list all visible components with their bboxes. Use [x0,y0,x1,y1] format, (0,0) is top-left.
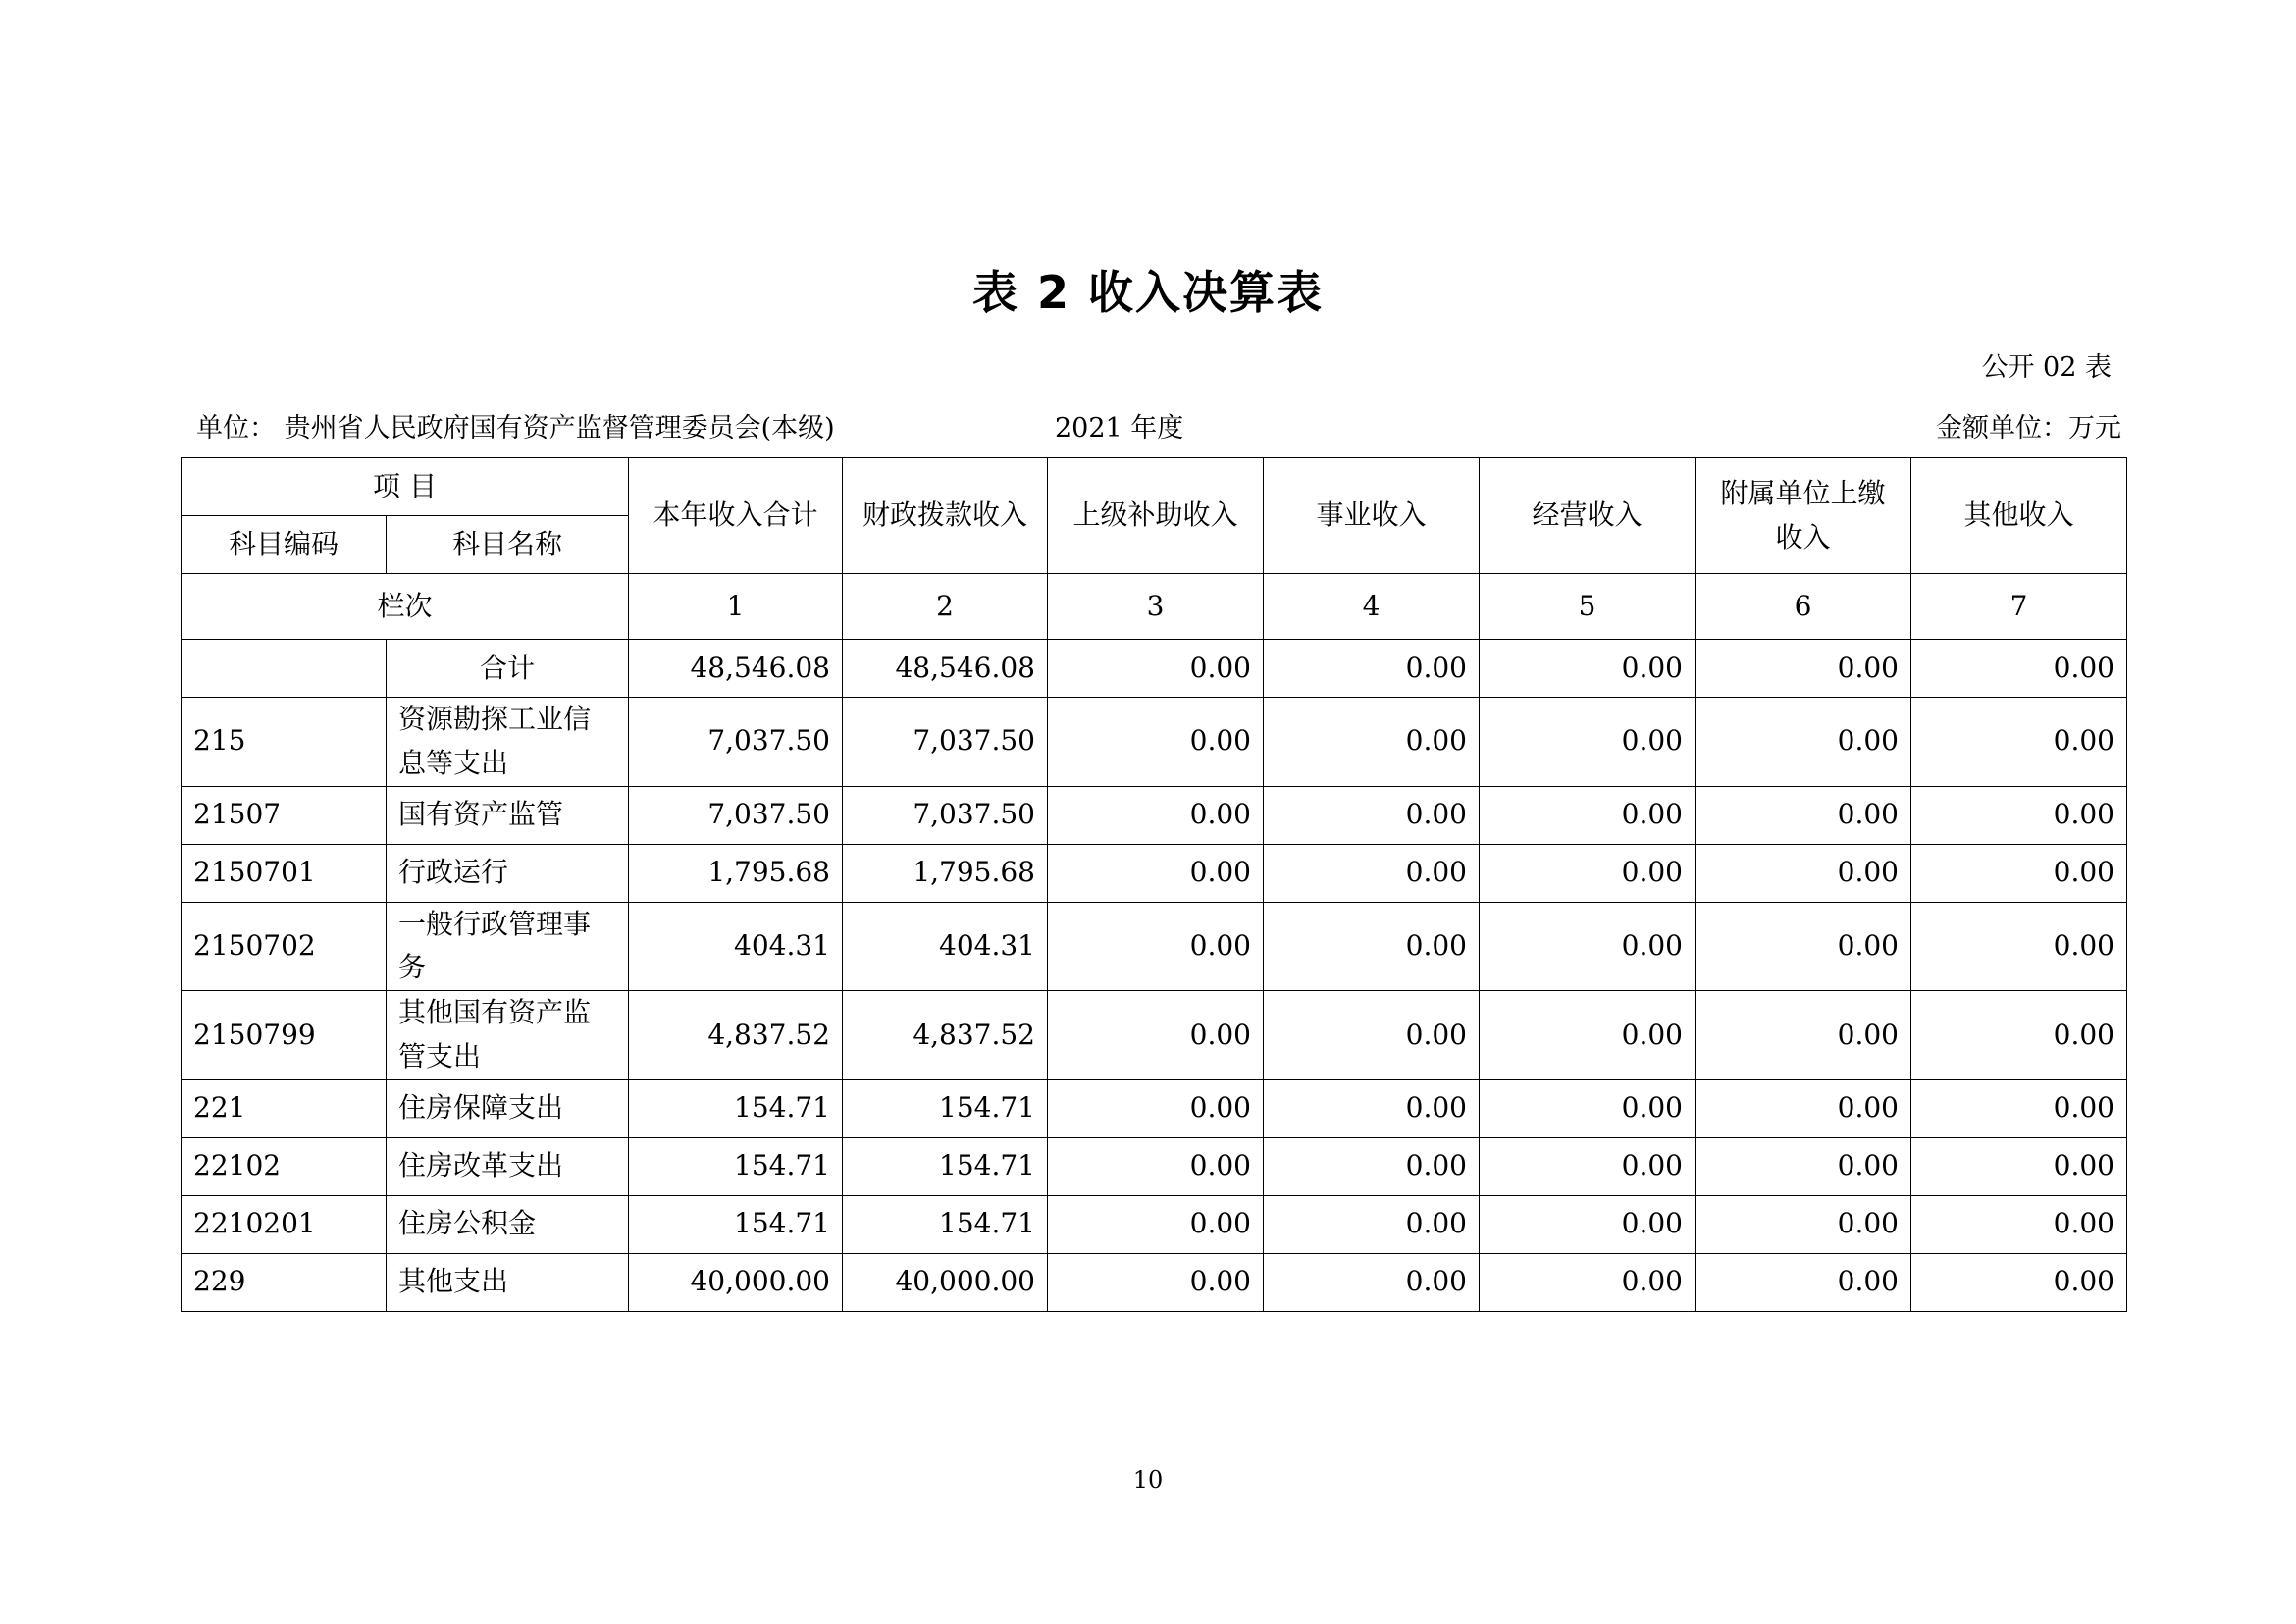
row-value: 0.00 [1911,640,2127,698]
row-value: 0.00 [1048,1253,1264,1311]
index-number: 3 [1048,574,1264,640]
row-value: 0.00 [1911,844,2127,902]
row-value: 154.71 [629,1079,843,1137]
row-name: 住房改革支出 [387,1137,629,1195]
page-number: 10 [1132,1466,1164,1493]
index-number: 6 [1696,574,1911,640]
header-code: 科目编码 [182,516,387,574]
row-value: 0.00 [1264,844,1480,902]
row-code: 21507 [182,786,387,844]
row-value: 0.00 [1480,844,1696,902]
table-row [182,1195,2127,1253]
row-value: 0.00 [1696,1253,1911,1311]
table-row [182,1079,2127,1137]
row-value: 404.31 [629,902,843,991]
row-value: 0.00 [1696,1195,1911,1253]
row-value: 4,837.52 [629,991,843,1080]
row-value: 0.00 [1911,991,2127,1080]
row-value: 1,795.68 [629,844,843,902]
row-value: 0.00 [1264,1253,1480,1311]
row-value: 48,546.08 [629,640,843,698]
row-value: 0.00 [1048,991,1264,1080]
row-value: 0.00 [1696,902,1911,991]
row-value: 0.00 [1911,1253,2127,1311]
row-name: 住房公积金 [387,1195,629,1253]
table-row [182,991,2127,1080]
row-code: 2150702 [182,902,387,991]
row-value: 7,037.50 [843,698,1048,787]
row-value: 40,000.00 [629,1253,843,1311]
index-number: 5 [1480,574,1696,640]
row-value: 0.00 [1480,991,1696,1080]
row-value: 154.71 [843,1195,1048,1253]
row-value: 0.00 [1264,1079,1480,1137]
row-code: 215 [182,698,387,787]
row-value: 0.00 [1048,1137,1264,1195]
row-value: 0.00 [1911,902,2127,991]
index-row [182,574,2127,640]
row-value: 0.00 [1696,640,1911,698]
table-row [182,640,2127,698]
header-col-5: 经营收入 [1480,458,1696,574]
row-value: 0.00 [1911,1079,2127,1137]
header-col-7: 其他收入 [1911,458,2127,574]
row-value: 0.00 [1480,1137,1696,1195]
row-code: 221 [182,1079,387,1137]
row-value: 0.00 [1911,1195,2127,1253]
row-code: 2150799 [182,991,387,1080]
reporting-unit: 单位： 贵州省人民政府国有资产监督管理委员会(本级) [196,413,835,444]
row-value: 0.00 [1048,902,1264,991]
row-value: 0.00 [1048,698,1264,787]
document-title: 表 2 收入决算表 [971,266,1325,319]
row-value: 1,795.68 [843,844,1048,902]
row-value: 0.00 [1480,1079,1696,1137]
index-number: 4 [1264,574,1480,640]
row-code: 22102 [182,1137,387,1195]
row-value: 154.71 [843,1137,1048,1195]
row-value: 0.00 [1048,640,1264,698]
header-col-2: 财政拨款收入 [843,458,1048,574]
row-value: 0.00 [1696,1079,1911,1137]
row-value: 0.00 [1264,902,1480,991]
row-name: 一般行政管理事务 [387,902,629,991]
row-value: 0.00 [1911,1137,2127,1195]
row-value: 40,000.00 [843,1253,1048,1311]
table-row [182,1137,2127,1195]
table-row [182,786,2127,844]
row-code [182,640,387,698]
row-value: 7,037.50 [629,698,843,787]
row-value: 0.00 [1264,698,1480,787]
row-name: 国有资产监管 [387,786,629,844]
row-value: 7,037.50 [629,786,843,844]
row-value: 0.00 [1264,640,1480,698]
row-value: 0.00 [1264,1195,1480,1253]
row-value: 0.00 [1480,698,1696,787]
row-value: 0.00 [1048,1079,1264,1137]
header-col-4: 事业收入 [1264,458,1480,574]
row-name: 资源勘探工业信息等支出 [387,698,629,787]
row-code: 2210201 [182,1195,387,1253]
row-value: 0.00 [1264,786,1480,844]
index-number: 1 [629,574,843,640]
index-label: 栏次 [182,574,629,640]
row-value: 154.71 [843,1079,1048,1137]
row-value: 0.00 [1480,786,1696,844]
row-value: 0.00 [1480,902,1696,991]
form-number: 公开 02 表 [1981,352,2112,383]
row-value: 0.00 [1696,991,1911,1080]
row-code: 2150701 [182,844,387,902]
table-row [182,902,2127,991]
table-row [182,1253,2127,1311]
header-col-3: 上级补助收入 [1048,458,1264,574]
row-value: 0.00 [1480,1195,1696,1253]
row-name: 行政运行 [387,844,629,902]
row-value: 0.00 [1911,698,2127,787]
row-value: 154.71 [629,1195,843,1253]
table-body [182,458,2127,1312]
row-value: 154.71 [629,1137,843,1195]
row-value: 7,037.50 [843,786,1048,844]
row-value: 48,546.08 [843,640,1048,698]
row-name: 住房保障支出 [387,1079,629,1137]
header-col-6: 附属单位上缴收入 [1696,458,1911,574]
row-name: 其他国有资产监管支出 [387,991,629,1080]
table-row [182,698,2127,787]
row-value: 0.00 [1911,786,2127,844]
row-name: 其他支出 [387,1253,629,1311]
row-value: 0.00 [1048,844,1264,902]
row-value: 0.00 [1480,640,1696,698]
row-value: 0.00 [1264,991,1480,1080]
header-item: 项 目 [182,458,629,516]
header-row-1 [182,458,2127,516]
index-number: 2 [843,574,1048,640]
amount-unit: 金额单位：万元 [1936,413,2121,444]
row-value: 0.00 [1696,786,1911,844]
row-value: 0.00 [1480,1253,1696,1311]
row-value: 0.00 [1696,1137,1911,1195]
header-name: 科目名称 [387,516,629,574]
row-name: 合计 [387,640,629,698]
row-code: 229 [182,1253,387,1311]
row-value: 0.00 [1048,786,1264,844]
row-value: 0.00 [1048,1195,1264,1253]
row-value: 0.00 [1264,1137,1480,1195]
header-col-1: 本年收入合计 [629,458,843,574]
row-value: 0.00 [1696,844,1911,902]
index-number: 7 [1911,574,2127,640]
row-value: 404.31 [843,902,1048,991]
row-value: 4,837.52 [843,991,1048,1080]
table-row [182,844,2127,902]
income-statement-table [181,457,2127,1312]
fiscal-year: 2021 年度 [1055,413,1184,444]
row-value: 0.00 [1696,698,1911,787]
